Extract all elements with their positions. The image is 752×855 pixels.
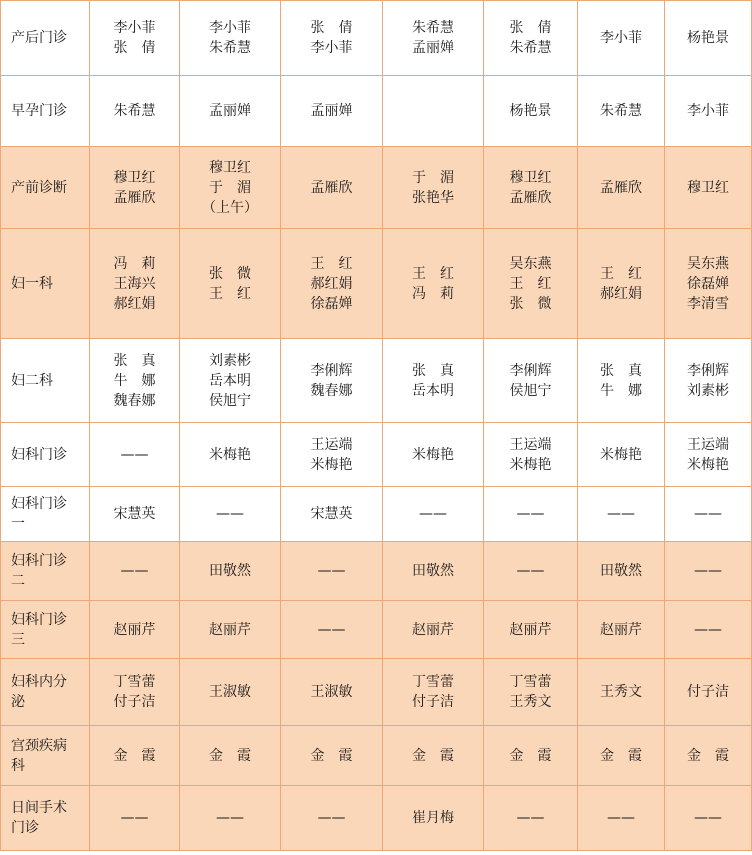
schedule-cell: 米梅艳 bbox=[578, 423, 665, 487]
schedule-cell: 穆卫红 孟雁欣 bbox=[90, 147, 180, 229]
schedule-cell: 吴东燕 徐磊婵 李清雪 bbox=[665, 229, 752, 339]
schedule-cell: 丁雪蕾 付子洁 bbox=[90, 659, 180, 726]
schedule-cell: 金 霞 bbox=[90, 726, 180, 786]
schedule-cell: 米梅艳 bbox=[383, 423, 484, 487]
schedule-cell: 田敬然 bbox=[180, 542, 281, 601]
schedule-cell: —— bbox=[180, 487, 281, 542]
schedule-cell: 田敬然 bbox=[383, 542, 484, 601]
schedule-cell: 张 真 岳本明 bbox=[383, 339, 484, 423]
schedule-cell: 李小菲 bbox=[665, 76, 752, 147]
schedule-cell: 张 真 牛 娜 bbox=[578, 339, 665, 423]
department-name: 妇一科 bbox=[1, 229, 90, 339]
schedule-cell: 王淑敏 bbox=[281, 659, 383, 726]
schedule-cell: 李小菲 bbox=[578, 1, 665, 76]
schedule-cell: 张 倩 李小菲 bbox=[281, 1, 383, 76]
table-row bbox=[1, 601, 752, 659]
schedule-cell: 王 红 郝红娟 bbox=[578, 229, 665, 339]
schedule-cell: 金 霞 bbox=[665, 726, 752, 786]
table-row bbox=[1, 487, 752, 542]
schedule-cell: 张 微 王 红 bbox=[180, 229, 281, 339]
schedule-cell: 丁雪蕾 付子洁 bbox=[383, 659, 484, 726]
schedule-cell: 孟雁欣 bbox=[281, 147, 383, 229]
schedule-cell: 杨艳景 bbox=[665, 1, 752, 76]
schedule-cell: 李俐辉 刘素彬 bbox=[665, 339, 752, 423]
schedule-cell: —— bbox=[383, 487, 484, 542]
table-row bbox=[1, 76, 752, 147]
department-name: 产前诊断 bbox=[1, 147, 90, 229]
schedule-cell: 宋慧英 bbox=[90, 487, 180, 542]
schedule-cell: 孟丽婵 bbox=[281, 76, 383, 147]
schedule-cell: —— bbox=[90, 786, 180, 851]
department-name: 妇科门诊 二 bbox=[1, 542, 90, 601]
schedule-cell: 王 红 郝红娟 徐磊婵 bbox=[281, 229, 383, 339]
schedule-cell: 王运端 米梅艳 bbox=[484, 423, 578, 487]
schedule-cell: 李小菲 张 倩 bbox=[90, 1, 180, 76]
schedule-cell: 吴东燕 王 红 张 微 bbox=[484, 229, 578, 339]
schedule-cell: 李俐辉 魏春娜 bbox=[281, 339, 383, 423]
schedule-cell: —— bbox=[665, 487, 752, 542]
department-name: 妇二科 bbox=[1, 339, 90, 423]
schedule-cell: 穆卫红 于 湄 （上午） bbox=[180, 147, 281, 229]
department-name: 妇科内分 泌 bbox=[1, 659, 90, 726]
schedule-cell: 金 霞 bbox=[180, 726, 281, 786]
schedule-cell: 宋慧英 bbox=[281, 487, 383, 542]
department-name: 妇科门诊 一 bbox=[1, 487, 90, 542]
schedule-cell: —— bbox=[578, 786, 665, 851]
schedule-cell: 丁雪蕾 王秀文 bbox=[484, 659, 578, 726]
table-row bbox=[1, 339, 752, 423]
schedule-cell: 王秀文 bbox=[578, 659, 665, 726]
schedule-body bbox=[1, 1, 752, 851]
schedule-cell: 杨艳景 bbox=[484, 76, 578, 147]
schedule-cell: 王 红 冯 莉 bbox=[383, 229, 484, 339]
schedule-cell: 付子洁 bbox=[665, 659, 752, 726]
schedule-cell: 朱希慧 bbox=[578, 76, 665, 147]
schedule-cell: —— bbox=[665, 786, 752, 851]
schedule-cell: 张 倩 朱希慧 bbox=[484, 1, 578, 76]
schedule-cell: 王运端 米梅艳 bbox=[665, 423, 752, 487]
schedule-cell: —— bbox=[281, 601, 383, 659]
schedule-cell: 朱希慧 孟丽婵 bbox=[383, 1, 484, 76]
table-row bbox=[1, 1, 752, 76]
table-row bbox=[1, 147, 752, 229]
schedule-cell: 金 霞 bbox=[383, 726, 484, 786]
schedule-cell: 李小菲 朱希慧 bbox=[180, 1, 281, 76]
schedule-cell: —— bbox=[90, 423, 180, 487]
schedule-cell: 王淑敏 bbox=[180, 659, 281, 726]
department-name: 早孕门诊 bbox=[1, 76, 90, 147]
schedule-cell: 赵丽芹 bbox=[90, 601, 180, 659]
schedule-cell: 崔月梅 bbox=[383, 786, 484, 851]
schedule-cell: 田敬然 bbox=[578, 542, 665, 601]
schedule-cell: 金 霞 bbox=[281, 726, 383, 786]
schedule-cell: 孟丽婵 bbox=[180, 76, 281, 147]
schedule-cell: 张 真 牛 娜 魏春娜 bbox=[90, 339, 180, 423]
schedule-cell: —— bbox=[180, 786, 281, 851]
schedule-cell: 金 霞 bbox=[578, 726, 665, 786]
table-row bbox=[1, 542, 752, 601]
table-row bbox=[1, 229, 752, 339]
schedule-cell: —— bbox=[578, 487, 665, 542]
schedule-cell: —— bbox=[484, 487, 578, 542]
schedule-cell: —— bbox=[665, 542, 752, 601]
schedule-cell: —— bbox=[484, 542, 578, 601]
department-name: 宫颈疾病 科 bbox=[1, 726, 90, 786]
schedule-cell: 赵丽芹 bbox=[180, 601, 281, 659]
schedule-cell: 孟雁欣 bbox=[578, 147, 665, 229]
schedule-cell: 李俐辉 侯旭宁 bbox=[484, 339, 578, 423]
schedule-cell: 米梅艳 bbox=[180, 423, 281, 487]
department-name: 妇科门诊 三 bbox=[1, 601, 90, 659]
schedule-cell: 于 湄 张艳华 bbox=[383, 147, 484, 229]
table-row bbox=[1, 726, 752, 786]
schedule-cell: 金 霞 bbox=[484, 726, 578, 786]
table-row bbox=[1, 659, 752, 726]
schedule-cell: —— bbox=[90, 542, 180, 601]
schedule-cell: 赵丽芹 bbox=[484, 601, 578, 659]
schedule-cell: 赵丽芹 bbox=[578, 601, 665, 659]
schedule-cell: 冯 莉 王海兴 郝红娟 bbox=[90, 229, 180, 339]
table-row bbox=[1, 786, 752, 851]
schedule-cell: 刘素彬 岳本明 侯旭宁 bbox=[180, 339, 281, 423]
schedule-cell: —— bbox=[484, 786, 578, 851]
schedule-cell: 王运端 米梅艳 bbox=[281, 423, 383, 487]
department-name: 产后门诊 bbox=[1, 1, 90, 76]
department-name: 日间手术 门诊 bbox=[1, 786, 90, 851]
table-row bbox=[1, 423, 752, 487]
schedule-cell: 穆卫红 孟雁欣 bbox=[484, 147, 578, 229]
schedule-cell bbox=[383, 76, 484, 147]
schedule-cell: —— bbox=[281, 786, 383, 851]
schedule-cell: —— bbox=[281, 542, 383, 601]
schedule-cell: 穆卫红 bbox=[665, 147, 752, 229]
schedule-cell: 朱希慧 bbox=[90, 76, 180, 147]
schedule-cell: —— bbox=[665, 601, 752, 659]
department-name: 妇科门诊 bbox=[1, 423, 90, 487]
schedule-cell: 赵丽芹 bbox=[383, 601, 484, 659]
